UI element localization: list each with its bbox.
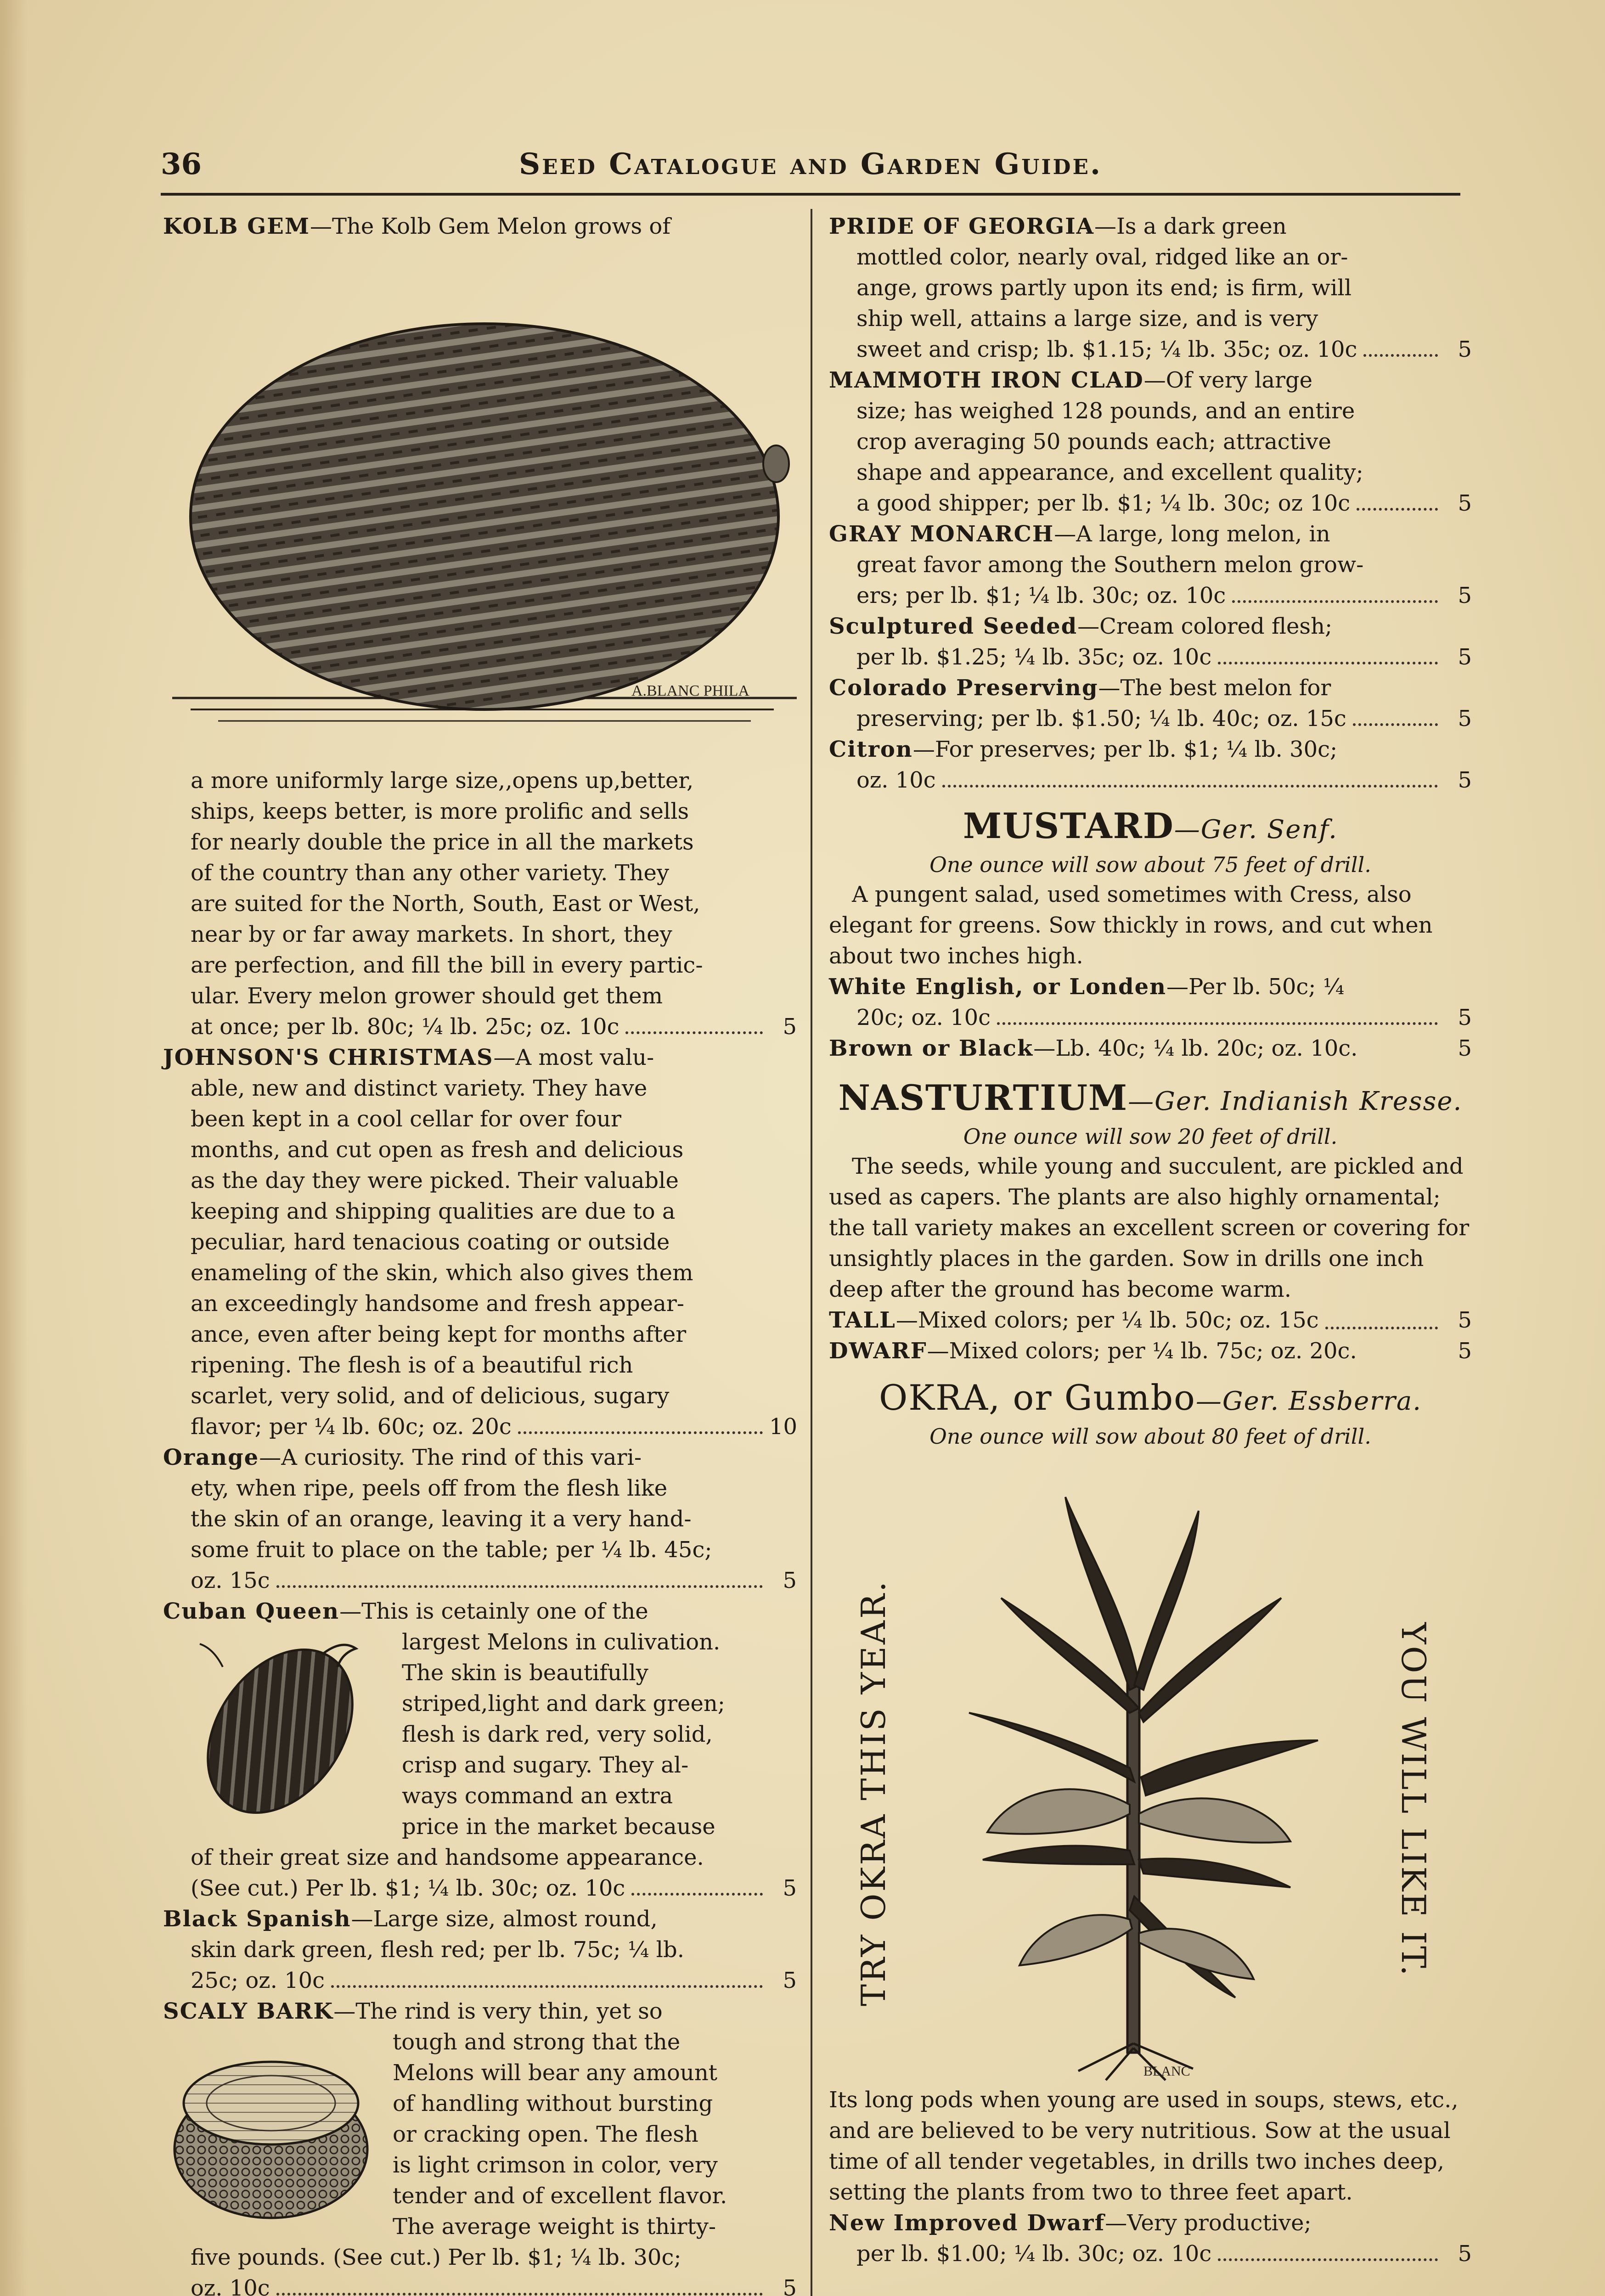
cuban-tail: of their great size and handsome appearance.	[191, 1845, 704, 1870]
colorado-price: preserving; per lb. $1.50; ¼ lb. 40c; oz. 15c	[856, 706, 1346, 732]
johnson-line: keeping and shipping qualities are due to a	[191, 1199, 676, 1224]
running-title: Seed Catalogue and Garden Guide.	[519, 147, 1103, 181]
pride-price-line	[829, 334, 1472, 365]
okra-german-name: —Ger. Essberra.	[1195, 1386, 1422, 1416]
kolb-gem-entry	[163, 211, 797, 1042]
okra-dwarf-packet-price: 5	[1458, 2241, 1472, 2267]
okra-dwarf-price-line	[829, 2239, 1472, 2269]
orange-name: Orange	[163, 1445, 259, 1470]
citron-name: Citron	[829, 737, 913, 762]
johnsons-christmas-entry	[163, 1042, 797, 1442]
brown-black-packet-price: 5	[1458, 1035, 1472, 1061]
okra-heading	[829, 1378, 1472, 1422]
orange-line: ety, when ripe, peels off from the flesh like	[191, 1475, 668, 1501]
pride-line: ange, grows partly upon its end; is firm, will	[856, 275, 1352, 301]
nasturtium-title: NASTURTIUM	[838, 1077, 1128, 1118]
sculptured-seeded-entry	[829, 611, 1472, 673]
citron-price-line	[829, 765, 1472, 796]
scaly-name: SCALY BARK	[163, 1998, 334, 2024]
kolb-illustration-space	[163, 242, 797, 765]
kolb-line: are perfection, and fill the bill in every partic-	[191, 952, 703, 978]
orange-line: the skin of an orange, leaving it a very hand-	[191, 1506, 692, 1532]
citron-packet-price: 5	[1458, 767, 1472, 793]
pride-line: mottled color, nearly oval, ridged like an or-	[856, 244, 1348, 270]
gray-price: ers; per lb. $1; ¼ lb. 30c; oz. 10c	[856, 583, 1226, 608]
okra-title: OKRA, or Gumbo	[879, 1377, 1196, 1418]
cuban-line: price in the market because	[402, 1814, 715, 1840]
johnson-line: peculiar, hard tenacious coating or outside	[191, 1229, 670, 1255]
mustard-sowing-rate: One ounce will sow about 75 feet of drill.	[929, 852, 1371, 877]
mustard-description: A pungent salad, used sometimes with Cress, also elegant for greens. Sow thickly in rows, and cut when about two inches high.	[829, 882, 1433, 969]
johnson-line: enameling of the skin, which also gives them	[191, 1260, 693, 1286]
tall-price: —Mixed colors; per ¼ lb. 50c; oz. 15c	[895, 1307, 1319, 1333]
scaly-line: Melons will bear any amount	[393, 2060, 718, 2086]
white-english-intro: —Per lb. 50c; ¼	[1166, 974, 1345, 1000]
okra-side-text-right: YOU WILL LIKE IT.	[1394, 1622, 1433, 1978]
mammoth-iron-clad-entry	[829, 365, 1472, 519]
sculptured-packet-price: 5	[1458, 644, 1472, 670]
dwarf-price: —Mixed colors; per ¼ lb. 75c; oz. 20c.	[927, 1338, 1357, 1364]
mammoth-packet-price: 5	[1458, 490, 1472, 516]
cuban-line: largest Melons in culivation.	[402, 1629, 721, 1655]
colorado-name: Colorado Preserving	[829, 675, 1098, 701]
johnsons-name: JOHNSON'S CHRISTMAS	[163, 1045, 494, 1070]
spanish-price: 25c; oz. 10c	[191, 1968, 325, 1993]
gray-line: great favor among the Southern melon grow-	[856, 552, 1364, 578]
johnson-line: ripening. The flesh is of a beautiful rich	[191, 1352, 633, 1378]
scaly-bark-entry	[163, 1996, 797, 2296]
sculptured-price-line	[829, 642, 1472, 673]
pride-line: ship well, attains a large size, and is very	[856, 306, 1318, 332]
spanish-price-line	[163, 1965, 797, 1996]
pride-intro: —Is a dark green	[1094, 214, 1287, 239]
cuban-line: The skin is beautifully	[402, 1660, 648, 1686]
page-edge-shadow	[0, 0, 28, 2296]
kolb-line: ships, keeps better, is more prolific and sells	[191, 799, 689, 824]
tall-entry	[829, 1305, 1472, 1336]
okra-dwarf-intro: —Very productive;	[1105, 2210, 1312, 2236]
scaly-line: or cracking open. The flesh	[393, 2122, 698, 2147]
sculptured-intro: —Cream colored flesh;	[1077, 613, 1333, 639]
white-english-packet-price: 5	[1458, 1005, 1472, 1030]
white-english-price: 20c; oz. 10c	[856, 1005, 991, 1030]
mammoth-price: a good shipper; per lb. $1; ¼ lb. 30c; oz 10c	[856, 490, 1351, 516]
johnson-price: flavor; per ¼ lb. 60c; oz. 20c	[191, 1414, 512, 1440]
kolb-line: of the country than any other variety. They	[191, 860, 670, 886]
johnson-packet-price: 10	[769, 1414, 798, 1440]
okra-description: Its long pods when young are used in soups, stews, etc., and are believed to be very nutritious. Sow at the usual time of all tender vegetables, in drills two inches deep, setting the plants from two to three feet apart.	[829, 2087, 1459, 2205]
scaly-price: oz. 10c	[191, 2275, 270, 2296]
colorado-intro: —The best melon for	[1098, 675, 1331, 701]
nasturtium-description: The seeds, while young and succulent, are pickled and used as capers. The plants are also highly ornamental; the tall variety makes an excellent screen or covering for unsightly places in the garden. Sow in drills one inch deep after the ground has become warm.	[829, 1154, 1470, 1302]
spanish-line: skin dark green, flesh red; per lb. 75c; ¼ lb.	[191, 1937, 684, 1963]
pride-price: sweet and crisp; lb. $1.15; ¼ lb. 35c; oz. 10c	[856, 337, 1357, 362]
scaly-intro: —The rind is very thin, yet so	[333, 1998, 663, 2024]
scaly-packet-price: 5	[783, 2275, 797, 2296]
white-english-name: White English, or Londen	[829, 974, 1166, 1000]
tall-name: TALL	[829, 1307, 896, 1333]
citron-intro: —For preserves; per lb. $1; ¼ lb. 30c;	[912, 737, 1338, 762]
mammoth-price-line	[829, 488, 1472, 519]
johnson-price-line	[163, 1412, 797, 1442]
brown-black-price: —Lb. 40c; ¼ lb. 20c; oz. 10c.	[1033, 1035, 1358, 1061]
pride-packet-price: 5	[1458, 337, 1472, 362]
nasturtium-heading	[829, 1078, 1472, 1122]
scaly-line: is light crimson in color, very	[393, 2152, 718, 2178]
kolb-line: for nearly double the price in all the markets	[191, 829, 694, 855]
kolb-packet-price: 5	[783, 1014, 797, 1040]
black-spanish-entry	[163, 1904, 797, 1996]
column-divider	[811, 209, 812, 2296]
gray-packet-price: 5	[1458, 583, 1472, 608]
okra-side-text-left: TRY OKRA THIS YEAR.	[854, 1580, 893, 2007]
spanish-name: Black Spanish	[163, 1906, 351, 1932]
citron-entry	[829, 734, 1472, 796]
sculptured-name: Sculptured Seeded	[829, 613, 1078, 639]
spanish-intro: —Large size, almost round,	[351, 1906, 658, 1932]
brown-black-name: Brown or Black	[829, 1035, 1034, 1061]
scaly-line: tender and of excellent flavor.	[393, 2183, 727, 2209]
left-column	[163, 211, 797, 2296]
gray-price-line	[829, 580, 1472, 611]
scaly-tail: five pounds. (See cut.) Per lb. $1; ¼ lb. 30c;	[191, 2245, 681, 2270]
scaly-line: tough and strong that the	[393, 2029, 681, 2055]
pride-of-georgia-entry	[829, 211, 1472, 365]
scaly-price-line	[163, 2273, 797, 2296]
mammoth-name: MAMMOTH IRON CLAD	[829, 367, 1144, 393]
dwarf-name: DWARF	[829, 1338, 927, 1364]
kolb-engraver-mark: A.BLANC PHILA	[631, 682, 749, 699]
nasturtium-sowing-rate: One ounce will sow 20 feet of drill.	[963, 1124, 1338, 1149]
kolb-line: near by or far away markets. In short, they	[191, 922, 672, 947]
right-column	[829, 211, 1472, 2269]
header-rule	[161, 193, 1460, 196]
cuban-line: crisp and sugary. They al-	[402, 1752, 689, 1778]
page-header	[161, 147, 1460, 188]
johnson-line: able, new and distinct variety. They have	[191, 1075, 648, 1101]
gray-intro: —A large, long melon, in	[1054, 521, 1330, 547]
scaly-line: of handling without bursting	[393, 2091, 713, 2116]
kolb-gem-name: KOLB GEM	[163, 214, 310, 239]
colorado-price-line	[829, 703, 1472, 734]
brown-black-entry	[829, 1033, 1472, 1064]
cuban-intro: —This is cetainly one of the	[339, 1598, 648, 1624]
pride-name: PRIDE OF GEORGIA	[829, 214, 1094, 239]
okra-dwarf-price: per lb. $1.00; ¼ lb. 30c; oz. 10c	[856, 2241, 1212, 2267]
gray-name: GRAY MONARCH	[829, 521, 1054, 547]
spanish-packet-price: 5	[783, 1968, 797, 1993]
johnson-line: scarlet, very solid, and of delicious, sugary	[191, 1383, 670, 1409]
kolb-line: a more uniformly large size,‚opens up‚better,	[191, 768, 694, 793]
mustard-heading	[829, 806, 1472, 850]
mammoth-intro: —Of very large	[1143, 367, 1313, 393]
okra-sowing-rate: One ounce will sow about 80 feet of drill.	[929, 1424, 1371, 1449]
johnson-line: been kept in a cool cellar for over four	[191, 1106, 621, 1132]
kolb-gem-intro: —The Kolb Gem Melon grows of	[310, 214, 671, 239]
orange-entry	[163, 1442, 797, 1596]
orange-price: oz. 15c	[191, 1568, 270, 1593]
cuban-queen-entry	[163, 1596, 797, 1904]
johnson-line: as the day they were picked. Their valuable	[191, 1168, 679, 1193]
cuban-price: (See cut.) Per lb. $1; ¼ lb. 30c; oz. 10c	[191, 1875, 625, 1901]
okra-dwarf-name: New Improved Dwarf	[829, 2210, 1105, 2236]
colorado-packet-price: 5	[1458, 706, 1472, 732]
johnson-line: ance, even after being kept for months after	[191, 1322, 687, 1347]
orange-line: some fruit to place on the table; per ¼ lb. 45c;	[191, 1537, 712, 1563]
orange-packet-price: 5	[783, 1568, 797, 1593]
orange-intro: —A curiosity. The rind of this vari-	[259, 1445, 642, 1470]
mustard-title: MUSTARD	[963, 805, 1174, 846]
dwarf-packet-price: 5	[1458, 1338, 1472, 1364]
mammoth-line: shape and appearance, and excellent quality;	[856, 460, 1363, 485]
mustard-german-name: —Ger. Senf.	[1174, 815, 1338, 844]
cuban-price-line	[163, 1873, 797, 1904]
cuban-line: ways command an extra	[402, 1783, 673, 1809]
okra-engraver-mark: BLANC	[1143, 2064, 1190, 2079]
orange-price-line	[163, 1565, 797, 1596]
tall-packet-price: 5	[1458, 1307, 1472, 1333]
cuban-line: striped,light and dark green;	[402, 1691, 725, 1716]
johnson-line: an exceedingly handsome and fresh appear-	[191, 1291, 684, 1317]
kolb-price-line	[163, 1012, 797, 1042]
colorado-preserving-entry	[829, 673, 1472, 734]
nasturtium-german-name: —Ger. Indianish Kresse.	[1128, 1086, 1463, 1116]
mammoth-line: size; has weighed 128 pounds, and an entire	[856, 398, 1355, 424]
page-number: 36	[161, 147, 202, 181]
johnson-line: months, and cut open as fresh and delicious	[191, 1137, 684, 1163]
sculptured-price: per lb. $1.25; ¼ lb. 35c; oz. 10c	[856, 644, 1212, 670]
cuban-line: flesh is dark red, very solid,	[402, 1722, 713, 1747]
kolb-line: are suited for the North, South, East or West,	[191, 891, 700, 917]
white-english-price-line	[829, 1002, 1472, 1033]
cuban-name: Cuban Queen	[163, 1598, 340, 1624]
dwarf-entry	[829, 1336, 1472, 1367]
gray-monarch-entry	[829, 519, 1472, 611]
kolb-price: at once; per lb. 80c; ¼ lb. 25c; oz. 10c	[191, 1014, 619, 1040]
johnsons-intro: —A most valu-	[493, 1045, 654, 1070]
white-english-entry	[829, 972, 1472, 1033]
cuban-packet-price: 5	[783, 1875, 797, 1901]
okra-illustration-space	[829, 1451, 1472, 2085]
new-improved-dwarf-entry	[829, 2208, 1472, 2269]
citron-price: oz. 10c	[856, 767, 936, 793]
scaly-line: The average weight is thirty-	[393, 2214, 716, 2240]
kolb-line: ular. Every melon grower should get them	[191, 983, 663, 1009]
mammoth-line: crop averaging 50 pounds each; attractive	[856, 429, 1331, 455]
